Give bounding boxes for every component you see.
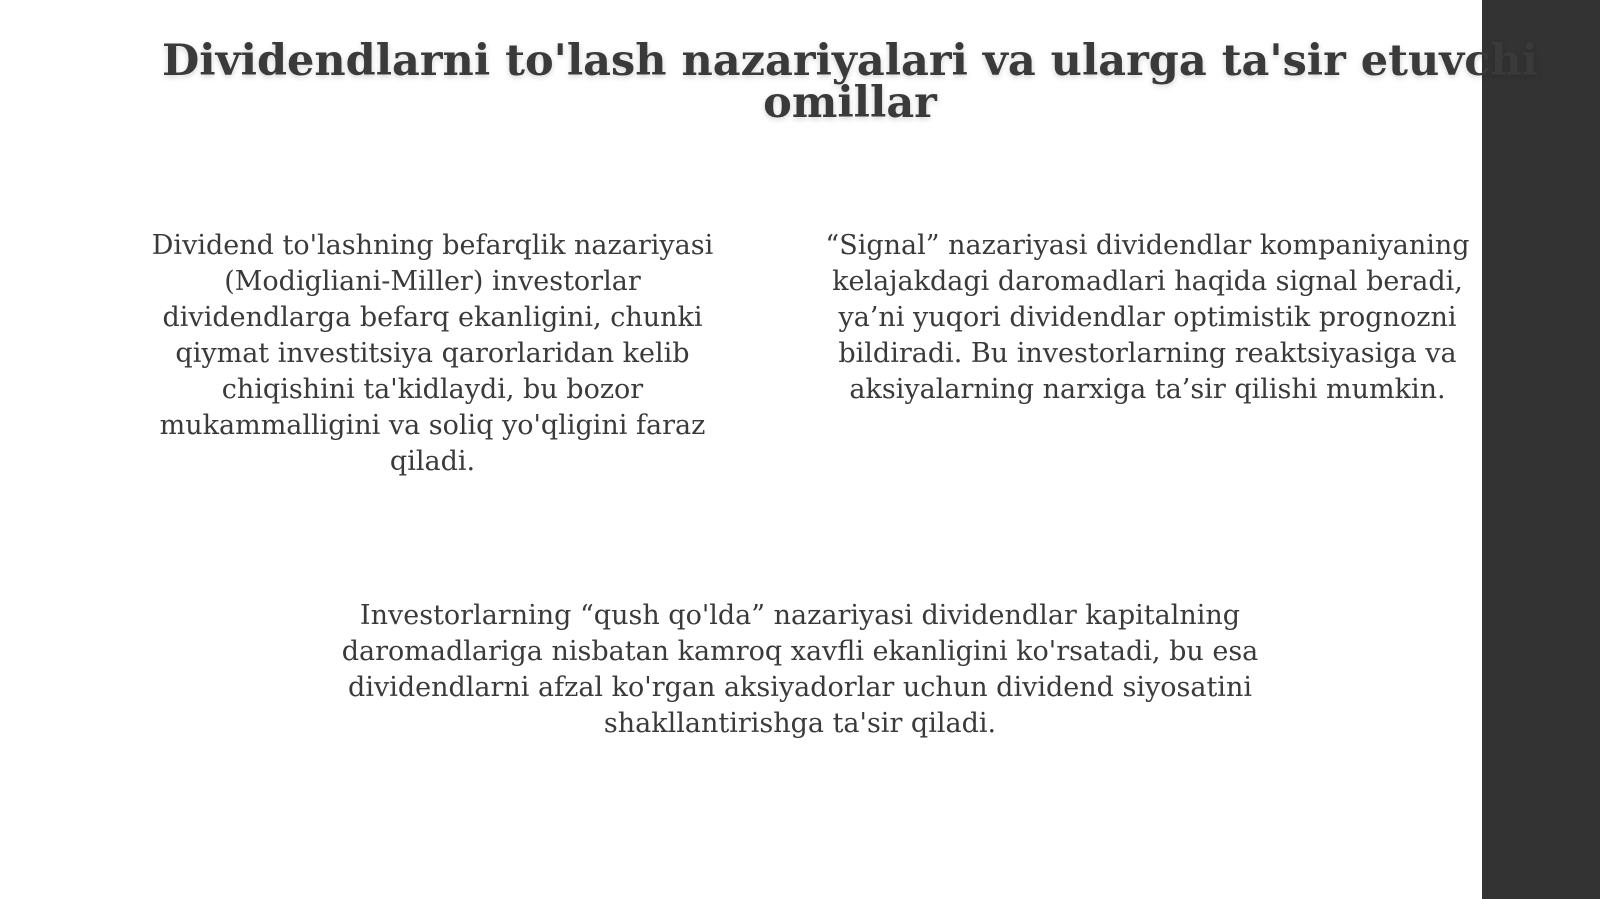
text-line: kelajakdagi daromadlari haqida signal beradi,	[832, 266, 1463, 297]
text-line: aksiyalarning narxiga ta’sir qilishi mumkin.	[849, 374, 1446, 405]
text-line: dividendlarga befarq ekanligini, chunki	[162, 302, 703, 333]
text-line: qiladi.	[389, 446, 476, 477]
text-line: daromadlariga nisbatan kamroq xavfli ekanligini ko'rsatadi, bu esa	[341, 636, 1259, 667]
text-line: shakllantirishga ta'sir qiladi.	[603, 708, 997, 739]
slide-title-line-2: omillar	[763, 78, 937, 128]
slide-title-line-1: Dividendlarni to'lash nazariyalari va ularga ta'sir etuvchi	[162, 36, 1538, 86]
indifference-theory-text	[120, 228, 745, 480]
text-line: Dividend to'lashning befarqlik nazariyasi	[151, 230, 714, 261]
text-line: mukammalligini va soliq yo'qligini faraz	[159, 410, 706, 441]
text-line: dividendlarni afzal ko'rgan aksiyadorlar uchun dividend siyosatini	[348, 672, 1252, 703]
text-line: bildiradi. Bu investorlarning reaktsiyasiga va	[838, 338, 1457, 369]
text-line: ya’ni yuqori dividendlar optimistik prognozni	[838, 302, 1457, 333]
text-line: (Modigliani-Miller) investorlar	[224, 266, 641, 297]
signal-theory-text	[795, 228, 1500, 408]
text-line: “Signal” nazariyasi dividendlar kompaniyaning	[825, 230, 1470, 261]
bird-in-hand-theory-text	[295, 598, 1305, 742]
slide-title	[120, 36, 1580, 128]
text-line: Investorlarning “qush qo'lda” nazariyasi dividendlar kapitalning	[359, 600, 1241, 631]
text-line: chiqishini ta'kidlaydi, bu bozor	[221, 374, 644, 405]
right-side-band	[1482, 0, 1600, 899]
text-line: qiymat investitsiya qarorlaridan kelib	[175, 338, 690, 369]
